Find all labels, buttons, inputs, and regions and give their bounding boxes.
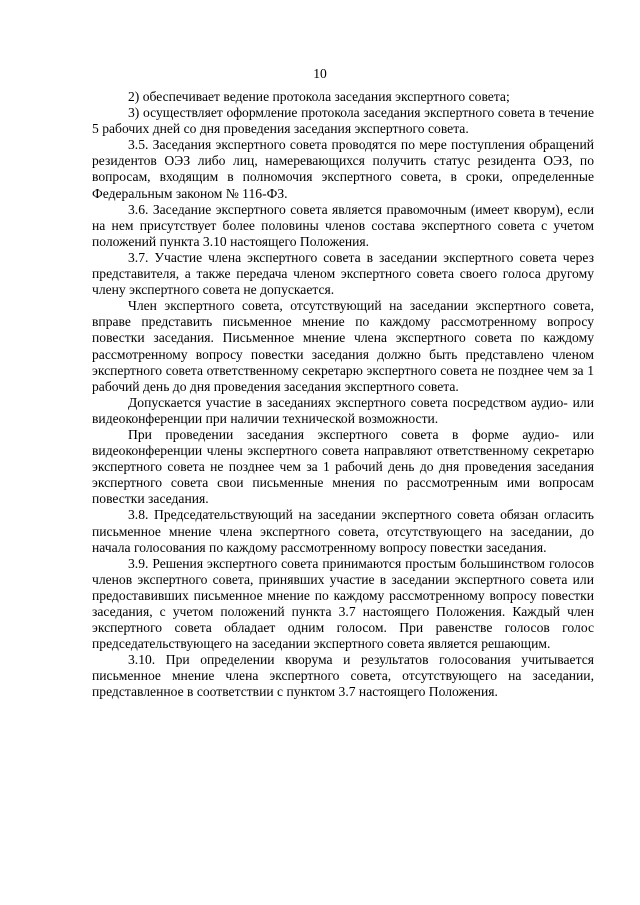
paragraph-item-2: 2) обеспечивает ведение протокола заседания экспертного совета; [128,89,510,104]
paragraph-clause-3-6: 3.6. Заседание экспертного совета является правомочным (имеет кворум), если на нем присутствует более половины членов состава экспертного совета с учетом положений пункта 3.10 настоящего Положения. [92,201,594,249]
paragraph-written-opinion: Член экспертного совета, отсутствующий на заседании экспертного совета, вправе представить письменное мнение по каждому рассмотренному вопросу повестки заседания. Письменное мнение члена экспертного совета по каждому рассмотренному вопросу повестки заседания должно быть представлено членом экспертного совета ответственному секретарю экспертного совета не позднее чем за 1 рабочий день до дня проведения заседания экспертного совета. [92,298,594,394]
paragraph-clause-3-9: 3.9. Решения экспертного совета принимаются простым большинством голосов членов экспертного совета, принявших участие в заседании экспертного совета или предоставивших письменное мнение по каждому рассмотренному вопросу повестки заседания, с учетом положений пункта 3.7 настоящего Положения. Каждый член экспертного совета обладает одним голосом. При равенстве голосов голос председательствующего на заседании экспертного совета является решающим. [92,555,594,652]
paragraph-videoconference: Допускается участие в заседаниях экспертного совета посредством аудио- или видеоконференции при наличии технической возможности. [92,394,594,426]
paragraph-videoconference-procedure: При проведении заседания экспертного совета в форме аудио- или видеоконференции члены экспертного совета направляют ответственному секретарю экспертного совета не позднее чем за 1 рабочий день до дня проведения заседания экспертного совета свои письменные мнения по рассмотренным ими вопросам повестки заседания. [92,426,594,507]
paragraph-item-3: 3) осуществляет оформление протокола заседания экспертного совета в течение 5 рабочих дней со дня проведения заседания экспертного совета. [92,105,594,137]
paragraph-clause-3-10: 3.10. При определении кворума и результатов голосования учитывается письменное мнение члена экспертного совета, отсутствующего на заседании, представленное в соответствии с пунктом 3.7 настоящего Положения. [92,652,594,700]
paragraph-clause-3-8: 3.8. Председательствующий на заседании экспертного совета обязан огласить письменное мнение члена экспертного совета, отсутствующего на заседании, до начала голосования по каждому рассмотренному вопросу повестки заседания. [92,507,594,555]
document-body [92,89,594,701]
page-number: 10 [313,66,327,81]
paragraph-clause-3-7: 3.7. Участие члена экспертного совета в заседании экспертного совета через представителя, а также передача членом экспертного совета своего голоса другому члену экспертного совета не допускается. [92,249,594,298]
paragraph-clause-3-5: 3.5. Заседания экспертного совета проводятся по мере поступления обращений резидентов ОЭЗ либо лиц, намеревающихся получить статус резидента ОЭЗ, по вопросам, входящим в полномочия экспертного совета, в сроки, определенные Федеральным законом № 116-ФЗ. [92,137,594,201]
